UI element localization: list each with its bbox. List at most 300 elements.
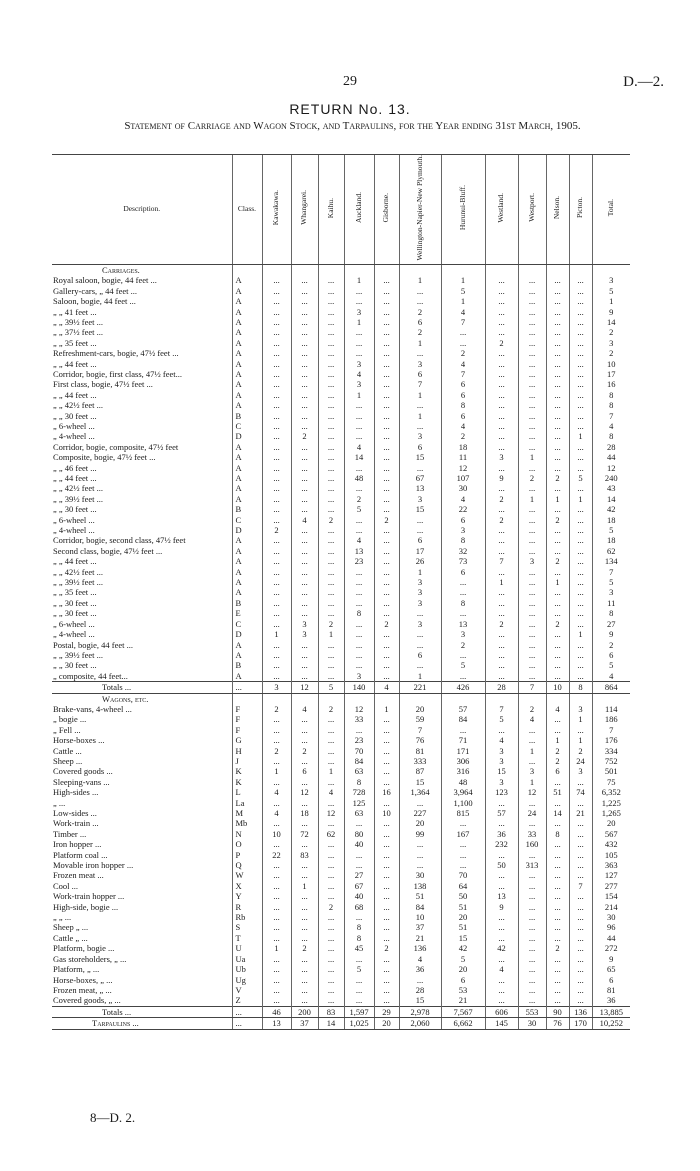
cell-value: ...	[374, 348, 399, 358]
cell-value: ...	[318, 587, 344, 597]
cell-value: 80	[344, 829, 374, 839]
cell-value: 62	[592, 546, 630, 556]
cell-value: 20	[399, 818, 441, 828]
cell-value: ...	[546, 369, 569, 379]
cell-value: 2,060	[399, 1018, 441, 1029]
cell-value: ...	[262, 275, 291, 285]
cell-value: ...	[318, 556, 344, 566]
cell-value: ...	[485, 504, 518, 514]
cell-value: 3	[485, 452, 518, 462]
cell-value: 306	[441, 756, 485, 766]
row-description: Movable iron hopper ...	[53, 860, 134, 871]
cell-value: 8	[569, 682, 592, 693]
cell-value: ...	[291, 369, 318, 379]
cell-value: 2	[262, 746, 291, 756]
cell-value: ...	[399, 860, 441, 870]
cell-value: ...	[485, 629, 518, 639]
cell-value: ...	[485, 850, 518, 860]
row-description: „ „ 44 feet ...	[53, 473, 97, 484]
row-class: R	[232, 902, 262, 912]
cell-value: 1,025	[344, 1018, 374, 1029]
row-description: Covered goods, „ ...	[53, 995, 121, 1006]
cell-value: 4	[262, 808, 291, 818]
cell-value: 1	[518, 777, 546, 787]
cell-value: 37	[399, 922, 441, 932]
table-row	[52, 839, 630, 849]
row-description: „ „ 30 feet ...	[53, 608, 97, 619]
row-description: Platform coal ...	[53, 849, 108, 860]
cell-value: 134	[592, 556, 630, 566]
cell-value: ...	[262, 452, 291, 462]
row-class: N	[232, 829, 262, 839]
cell-value: ...	[399, 463, 441, 473]
cell-value: ...	[344, 338, 374, 348]
cell-value: ...	[518, 400, 546, 410]
cell-value: ...	[485, 348, 518, 358]
cell-value: 74	[569, 787, 592, 797]
cell-value: ...	[569, 660, 592, 670]
row-class: B	[232, 411, 262, 421]
cell-value: 1,100	[441, 798, 485, 808]
cell-value: 2	[441, 640, 485, 650]
cell-value: ...	[318, 839, 344, 849]
row-description: Royal saloon, bogie, 44 feet ...	[53, 275, 157, 286]
cell-value: ...	[318, 735, 344, 745]
cell-value: ...	[518, 619, 546, 629]
cell-value: ...	[262, 369, 291, 379]
cell-value: ...	[318, 400, 344, 410]
row-description: „ „ 39½ feet ...	[53, 577, 104, 588]
cell-value: ...	[441, 608, 485, 618]
cell-value: 22	[441, 504, 485, 514]
cell-value: 12	[291, 787, 318, 797]
cell-value: ...	[374, 818, 399, 828]
cell-value: 1	[546, 494, 569, 504]
cell-value: 28	[592, 442, 630, 452]
cell-value: ...	[318, 275, 344, 285]
cell-value: ...	[318, 359, 344, 369]
cell-value: 40	[344, 891, 374, 901]
cell-value: ...	[318, 546, 344, 556]
header-district: Westport.	[518, 155, 546, 265]
cell-value: 21	[441, 995, 485, 1006]
table-row	[52, 275, 630, 285]
header-district: Hurunui-Bluff.	[441, 155, 485, 265]
cell-value: ...	[485, 421, 518, 431]
cell-value: ...	[546, 286, 569, 296]
cell-value: ...	[546, 317, 569, 327]
cell-value: 1	[569, 714, 592, 724]
cell-value: ...	[518, 850, 546, 860]
cell-value: ...	[262, 307, 291, 317]
cell-value: ...	[318, 421, 344, 431]
cell-value: ...	[291, 660, 318, 670]
table-row	[52, 556, 630, 566]
cell-value: ...	[546, 338, 569, 348]
cell-value: ...	[569, 307, 592, 317]
cell-value: ...	[318, 640, 344, 650]
cell-value: 67	[344, 881, 374, 891]
cell-value: 15	[441, 933, 485, 943]
cell-value: 84	[344, 756, 374, 766]
cell-value: ...	[291, 870, 318, 880]
cell-value: ...	[569, 421, 592, 431]
cell-value: ...	[485, 379, 518, 389]
cell-value: 170	[569, 1018, 592, 1029]
cell-value: 15	[485, 766, 518, 776]
row-class: Q	[232, 860, 262, 870]
cell-value: ...	[374, 891, 399, 901]
cell-value: 22	[262, 850, 291, 860]
cell-value: 12	[592, 463, 630, 473]
cell-value: ...	[485, 975, 518, 985]
table-row	[52, 546, 630, 556]
cell-value: ...	[262, 546, 291, 556]
cell-value: 145	[485, 1018, 518, 1029]
cell-value: 36	[592, 995, 630, 1006]
cell-value: ...	[569, 671, 592, 682]
cell-value: ...	[291, 725, 318, 735]
cell-value: ...	[262, 650, 291, 660]
cell-value: ...	[374, 870, 399, 880]
cell-value: 6	[291, 766, 318, 776]
cell-value: 70	[441, 870, 485, 880]
table-row	[52, 577, 630, 587]
header-district: Whangarei.	[291, 155, 318, 265]
cell-value: 3	[592, 275, 630, 285]
cell-value: ...	[569, 348, 592, 358]
cell-value: 160	[518, 839, 546, 849]
cell-value: ...	[318, 452, 344, 462]
cell-value: ...	[374, 567, 399, 577]
cell-value: ...	[374, 411, 399, 421]
cell-value: 432	[592, 839, 630, 849]
cell-value: ...	[546, 818, 569, 828]
cell-value: 9	[592, 307, 630, 317]
row-class: A	[232, 359, 262, 369]
cell-value: ...	[318, 798, 344, 808]
cell-value: 1	[569, 494, 592, 504]
cell-value: ...	[546, 714, 569, 724]
cell-value: 214	[592, 902, 630, 912]
row-description: Sheep ...	[53, 755, 83, 766]
cell-value: ...	[318, 442, 344, 452]
cell-value: ...	[569, 725, 592, 735]
cell-value: ...	[262, 473, 291, 483]
cell-value: ...	[546, 725, 569, 735]
cell-value: ...	[518, 725, 546, 735]
cell-value: 114	[592, 704, 630, 714]
cell-value: ...	[318, 473, 344, 483]
cell-value: ...	[374, 338, 399, 348]
cell-value: 1	[399, 567, 441, 577]
cell-value: 84	[399, 902, 441, 912]
row-description: Gallery-cars, „ 44 feet ...	[53, 285, 138, 296]
cell-value: ...	[546, 359, 569, 369]
row-class: B	[232, 504, 262, 514]
cell-value: 12	[518, 787, 546, 797]
cell-value: 363	[592, 860, 630, 870]
cell-value: ...	[291, 640, 318, 650]
table-row	[52, 735, 630, 745]
cell-value: ...	[485, 400, 518, 410]
cell-value: ...	[518, 954, 546, 964]
row-description: Composite, bogie, 47½ feet ...	[53, 452, 156, 463]
cell-value: ...	[262, 891, 291, 901]
cell-value: ...	[291, 483, 318, 493]
cell-value: 8	[592, 608, 630, 618]
row-class: A	[232, 556, 262, 566]
cell-value: ...	[374, 756, 399, 766]
cell-value: 11	[441, 452, 485, 462]
row-class: J	[232, 756, 262, 766]
cell-value: ...	[569, 442, 592, 452]
cell-value: ...	[569, 650, 592, 660]
cell-value: ...	[569, 338, 592, 348]
cell-value: ...	[344, 411, 374, 421]
cell-value: ...	[518, 286, 546, 296]
cell-value: ...	[569, 850, 592, 860]
cell-value: 14	[592, 317, 630, 327]
cell-value: ...	[485, 608, 518, 618]
cell-value: ...	[569, 515, 592, 525]
cell-value: 1	[262, 766, 291, 776]
cell-value: 6	[441, 567, 485, 577]
cell-value: ...	[546, 650, 569, 660]
cell-value: 4	[291, 515, 318, 525]
cell-value: ...	[399, 660, 441, 670]
cell-value: ...	[291, 286, 318, 296]
cell-value: ...	[374, 975, 399, 985]
cell-value: 20	[441, 964, 485, 974]
cell-value: ...	[399, 286, 441, 296]
cell-value: ...	[374, 473, 399, 483]
table-row	[52, 714, 630, 724]
cell-value: ...	[262, 954, 291, 964]
section-heading-row	[52, 693, 630, 704]
cell-value: ...	[518, 483, 546, 493]
cell-value: 76	[546, 1018, 569, 1029]
cell-value: ...	[518, 881, 546, 891]
cell-value: 2	[518, 473, 546, 483]
cell-value: 1	[399, 275, 441, 285]
cell-value: 10	[399, 912, 441, 922]
cell-value: ...	[318, 725, 344, 735]
cell-value: ...	[485, 327, 518, 337]
cell-value: 27	[592, 619, 630, 629]
row-description: „ „ 30 feet ...	[53, 597, 97, 608]
cell-value: ...	[546, 452, 569, 462]
table-row	[52, 369, 630, 379]
cell-value: ...	[291, 494, 318, 504]
table-row	[52, 933, 630, 943]
row-class: A	[232, 275, 262, 285]
cell-value: 3	[399, 598, 441, 608]
cell-value: ...	[546, 798, 569, 808]
row-class: M	[232, 808, 262, 818]
cell-value: ...	[291, 756, 318, 766]
cell-value: ...	[374, 766, 399, 776]
cell-value: ...	[546, 608, 569, 618]
row-description: Totals ...	[52, 1006, 232, 1017]
cell-value: ...	[318, 431, 344, 441]
cell-value: ...	[291, 400, 318, 410]
cell-value: ...	[374, 494, 399, 504]
cell-value: ...	[546, 379, 569, 389]
row-description: „ „ 39½ feet ...	[53, 493, 104, 504]
table-row	[52, 421, 630, 431]
cell-value: ...	[344, 515, 374, 525]
cell-value: ...	[569, 525, 592, 535]
cell-value: ...	[344, 650, 374, 660]
cell-value: 27	[344, 870, 374, 880]
cell-value: ...	[318, 660, 344, 670]
row-class: A	[232, 452, 262, 462]
cell-value: 3,964	[441, 787, 485, 797]
cell-value: ...	[546, 640, 569, 650]
row-class: C	[232, 421, 262, 431]
cell-value: ...	[374, 379, 399, 389]
cell-value: ...	[344, 975, 374, 985]
cell-value: ...	[485, 317, 518, 327]
cell-value: ...	[518, 463, 546, 473]
cell-value: 3	[518, 556, 546, 566]
cell-value: ...	[344, 577, 374, 587]
cell-value: 2	[485, 515, 518, 525]
cell-value: 2	[518, 704, 546, 714]
cell-value: ...	[318, 943, 344, 953]
row-class: C	[232, 619, 262, 629]
row-class: A	[232, 640, 262, 650]
cell-value: ...	[291, 954, 318, 964]
row-description: „ „ 44 feet ...	[53, 389, 97, 400]
cell-value: 8	[344, 922, 374, 932]
cell-value: ...	[399, 608, 441, 618]
table-row	[52, 327, 630, 337]
cell-value: 87	[399, 766, 441, 776]
cell-value: ...	[374, 798, 399, 808]
cell-value: 29	[374, 1006, 399, 1017]
cell-value: ...	[291, 307, 318, 317]
cell-value: ...	[318, 985, 344, 995]
cell-value: ...	[518, 912, 546, 922]
cell-value: ...	[318, 714, 344, 724]
cell-value: ...	[374, 286, 399, 296]
cell-value: 59	[399, 714, 441, 724]
table-row	[52, 881, 630, 891]
cell-value: ...	[546, 327, 569, 337]
cell-value: 105	[592, 850, 630, 860]
cell-value: 20	[374, 1018, 399, 1029]
cell-value: ...	[485, 912, 518, 922]
cell-value: 2,978	[399, 1006, 441, 1017]
cell-value: 2	[262, 525, 291, 535]
row-description: Frozen meat, „ ...	[53, 984, 112, 995]
cell-value: 7	[399, 379, 441, 389]
row-description: Totals ...	[52, 682, 232, 693]
cell-value: ...	[518, 567, 546, 577]
cell-value: 171	[441, 746, 485, 756]
cell-value: ...	[399, 525, 441, 535]
cell-value: ...	[518, 379, 546, 389]
cell-value: ...	[399, 975, 441, 985]
cell-value: 3	[291, 629, 318, 639]
row-description: First class, bogie, 47½ feet ...	[53, 379, 153, 390]
cell-value: ...	[518, 390, 546, 400]
cell-value: ...	[374, 587, 399, 597]
row-class: A	[232, 296, 262, 306]
cell-value: ...	[374, 556, 399, 566]
cell-value: 24	[569, 756, 592, 766]
cell-value: ...	[374, 671, 399, 682]
cell-value: 2	[546, 619, 569, 629]
table-row	[52, 535, 630, 545]
cell-value: ...	[344, 640, 374, 650]
cell-value: ...	[318, 307, 344, 317]
cell-value: ...	[485, 431, 518, 441]
cell-value: ...	[262, 515, 291, 525]
row-class: F	[232, 714, 262, 724]
table-row	[52, 671, 630, 682]
cell-value: 176	[592, 735, 630, 745]
cell-value: ...	[546, 912, 569, 922]
cell-value: ...	[546, 870, 569, 880]
cell-value: 7	[518, 682, 546, 693]
cell-value: ...	[399, 400, 441, 410]
cell-value: ...	[569, 369, 592, 379]
cell-value: ...	[518, 431, 546, 441]
cell-value: ...	[344, 629, 374, 639]
cell-value: 10,252	[592, 1018, 630, 1029]
cell-value: 6	[441, 515, 485, 525]
cell-value: ...	[318, 504, 344, 514]
cell-value: ...	[262, 483, 291, 493]
cell-value: 90	[546, 1006, 569, 1017]
cell-value: ...	[291, 922, 318, 932]
row-description: Cattle ...	[53, 745, 82, 756]
cell-value: 4	[518, 714, 546, 724]
cell-value: ...	[485, 411, 518, 421]
cell-value: ...	[546, 535, 569, 545]
cell-value: ...	[262, 504, 291, 514]
cell-value: 3	[291, 619, 318, 629]
row-description: „ „ 30 feet ...	[53, 410, 97, 421]
cell-value: ...	[485, 286, 518, 296]
cell-value: ...	[291, 777, 318, 787]
row-description: Low-sides ...	[53, 808, 97, 819]
cell-value: ...	[569, 777, 592, 787]
cell-value: ...	[262, 442, 291, 452]
cell-value: ...	[485, 359, 518, 369]
cell-value: ...	[518, 296, 546, 306]
cell-value: ...	[441, 818, 485, 828]
cell-value: 13,885	[592, 1006, 630, 1017]
table-row	[52, 567, 630, 577]
cell-value: 1	[485, 577, 518, 587]
cell-value: ...	[546, 390, 569, 400]
cell-value: 4	[441, 421, 485, 431]
cell-value: 45	[344, 943, 374, 953]
cell-value: 10	[592, 359, 630, 369]
cell-value: 51	[546, 787, 569, 797]
cell-value: 1	[344, 390, 374, 400]
row-description: Postal, bogie, 44 feet ...	[53, 639, 134, 650]
row-class: Y	[232, 891, 262, 901]
cell-value: ...	[374, 714, 399, 724]
cell-value: ...	[546, 777, 569, 787]
cell-value: ...	[318, 338, 344, 348]
cell-value: ...	[291, 390, 318, 400]
